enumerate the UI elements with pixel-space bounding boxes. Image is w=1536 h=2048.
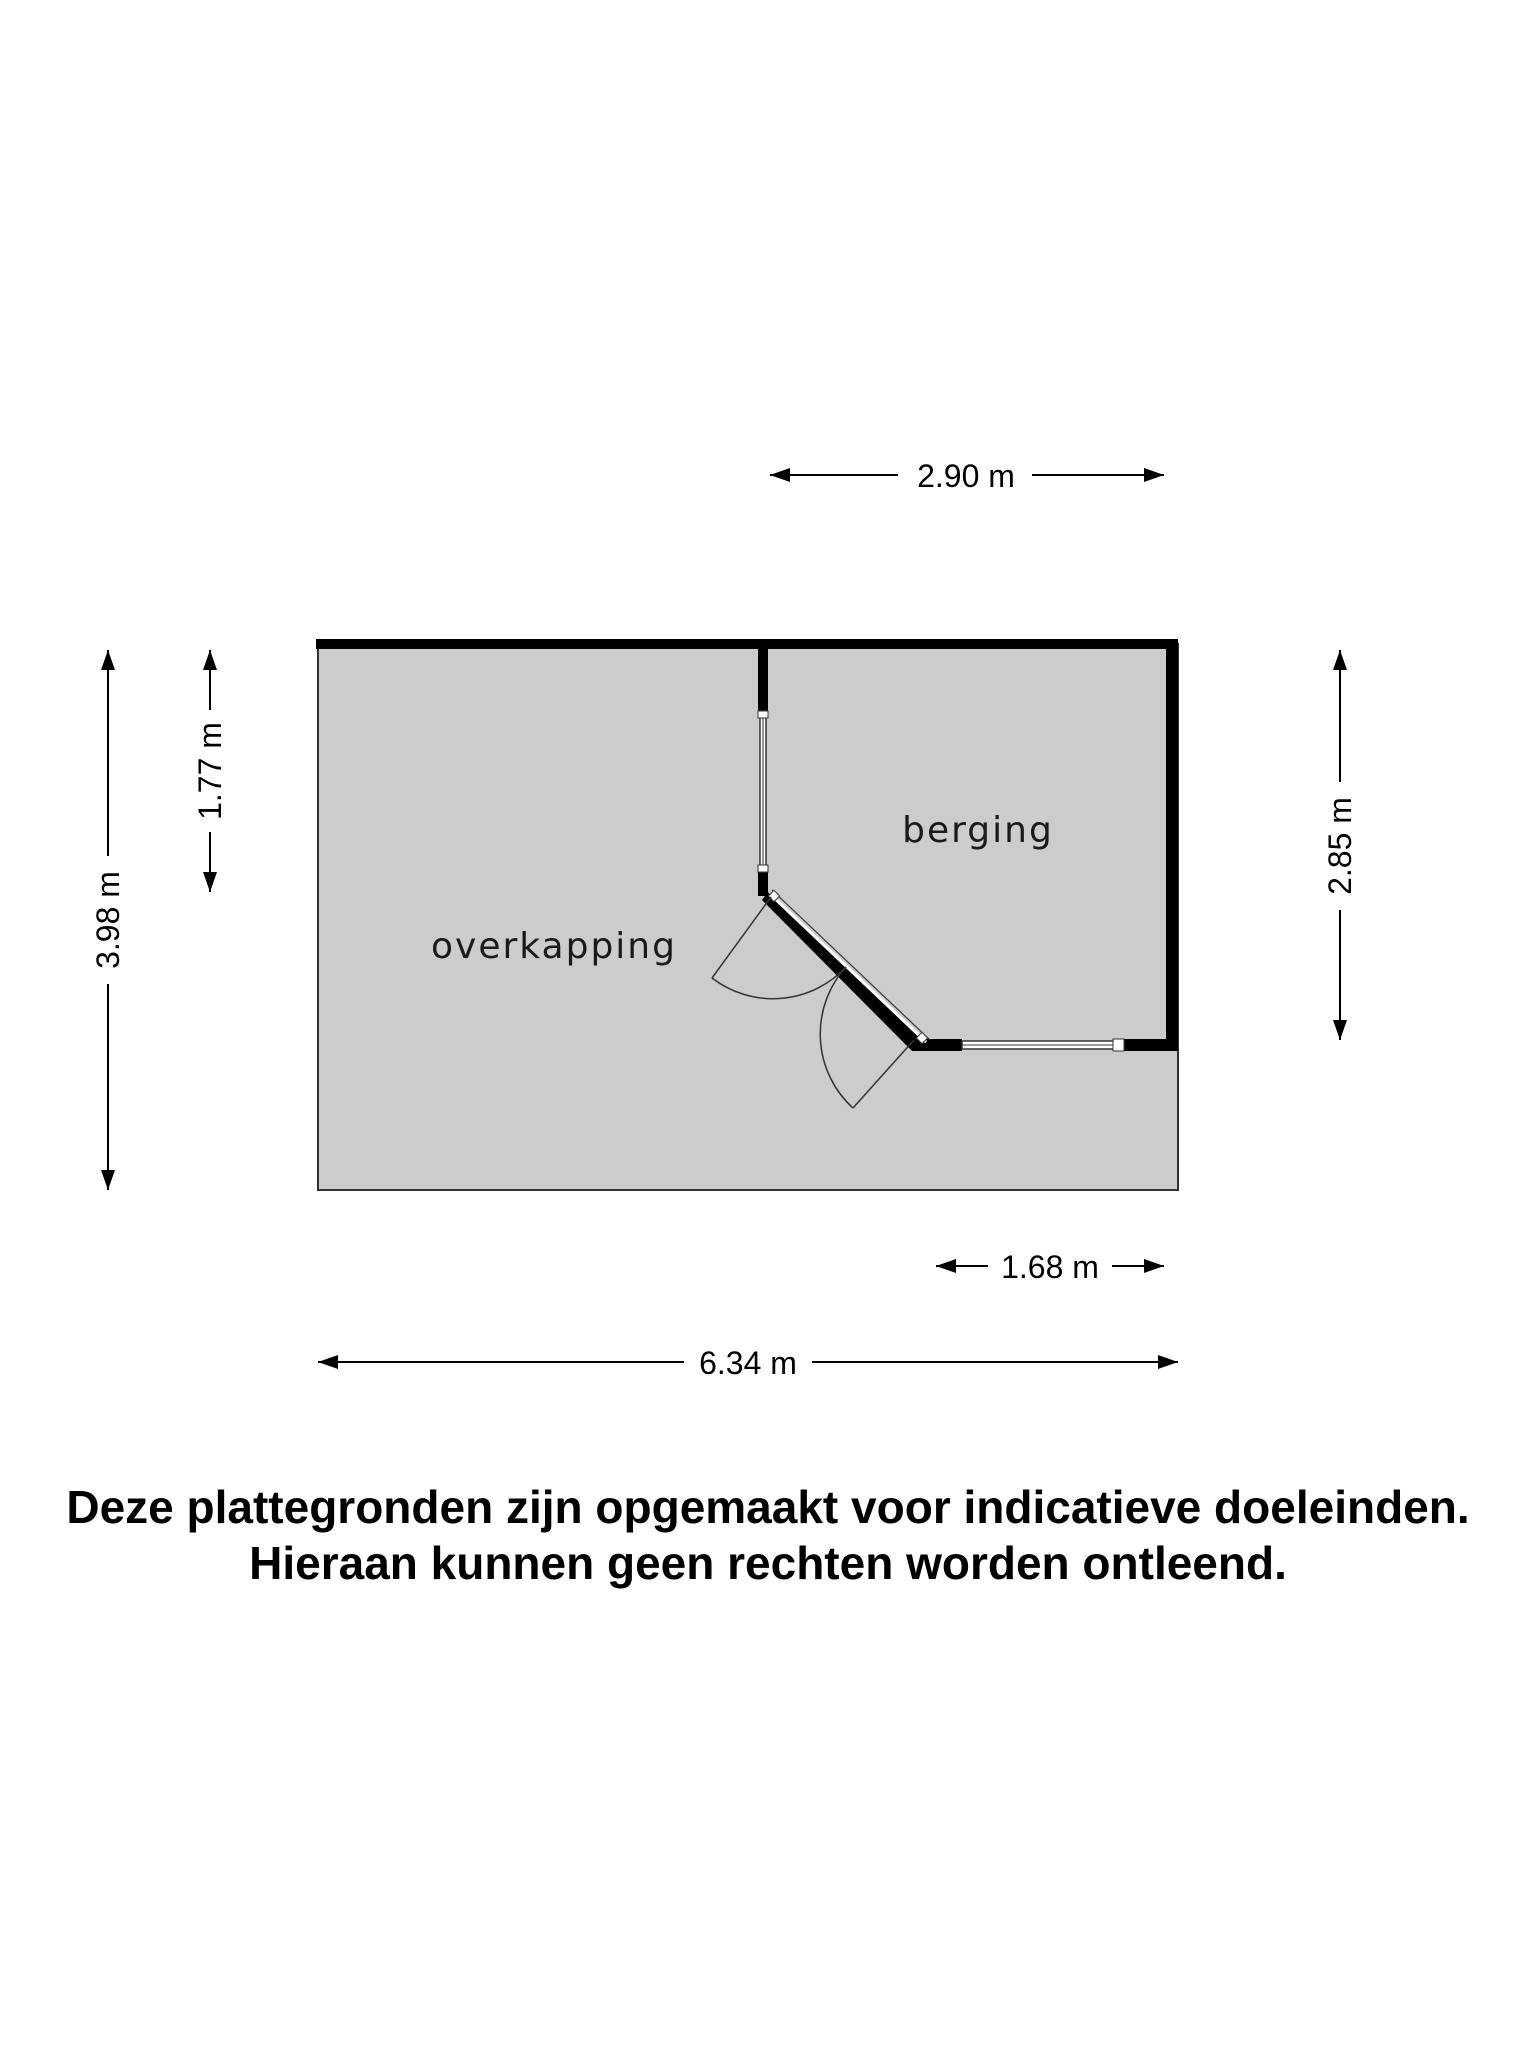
window-partition — [758, 711, 768, 872]
partition-wall-upper — [758, 649, 768, 711]
bottom-wall-left — [922, 1039, 962, 1051]
room-label-berging: berging — [902, 810, 1054, 851]
top-wall — [316, 639, 1178, 649]
room-label-overkapping: overkapping — [431, 926, 677, 967]
dim-label-top: 2.90 m — [917, 458, 1015, 494]
disclaimer-line-1: Deze plattegronden zijn opgemaakt voor indicatieve doeleinden. — [66, 1481, 1470, 1533]
dim-label-bottom-partial: 1.68 m — [1001, 1249, 1099, 1285]
dim-label-left-total: 3.98 m — [90, 871, 126, 969]
window-bottom — [962, 1039, 1124, 1051]
disclaimer-line-2: Hieraan kunnen geen rechten worden ontleend. — [249, 1537, 1287, 1589]
dim-label-left-partial: 1.77 m — [192, 722, 228, 820]
bottom-wall-right — [1124, 1039, 1178, 1051]
dim-label-right: 2.85 m — [1322, 797, 1358, 895]
dim-label-bottom-total: 6.34 m — [699, 1345, 797, 1381]
overkapping-floor — [318, 644, 1178, 1190]
partition-wall-corner — [758, 872, 768, 896]
right-wall — [1166, 639, 1178, 1051]
